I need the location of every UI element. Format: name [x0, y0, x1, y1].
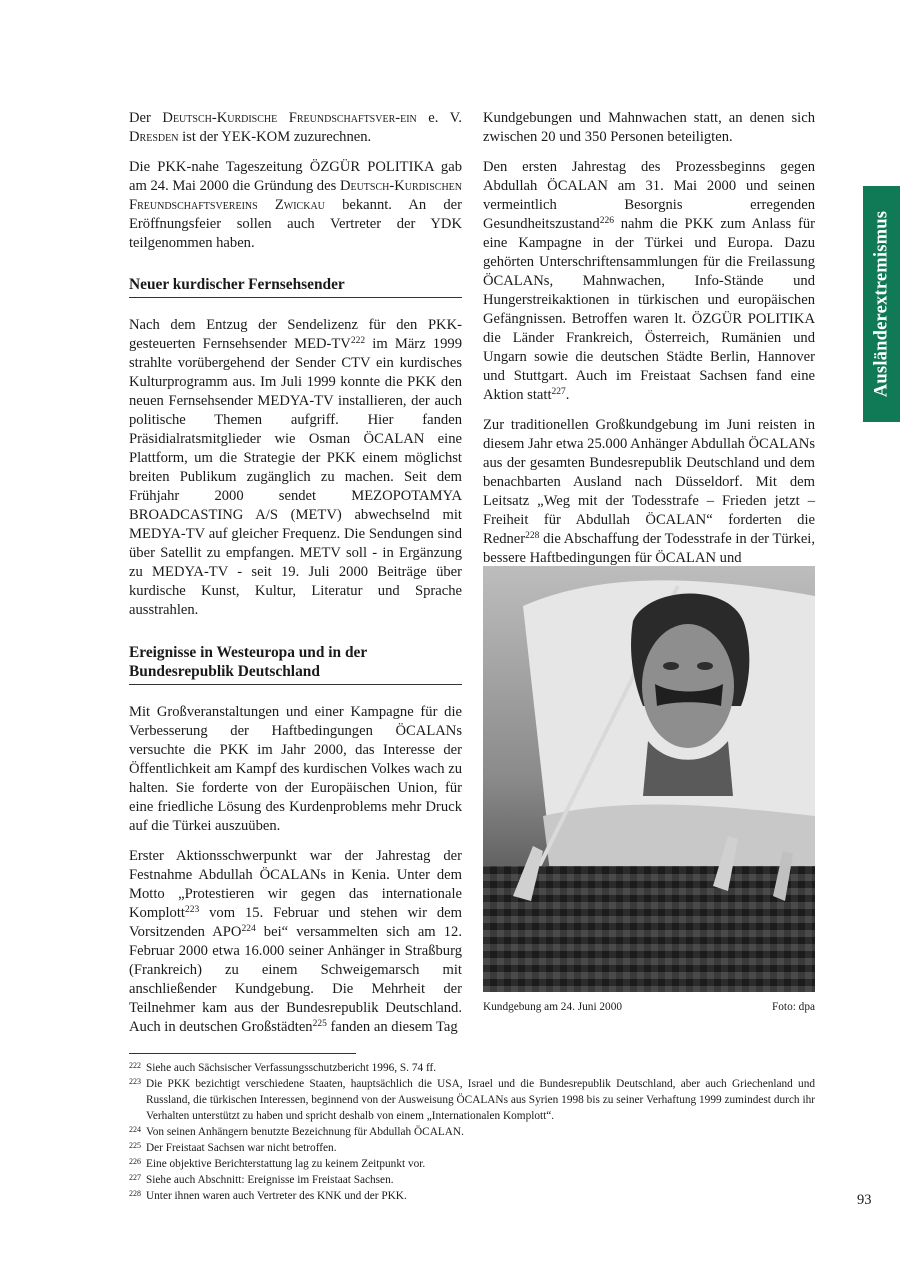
paragraph-grosskundgebung: Zur traditionellen Großkundgebung im Juni reisten in diesem Jahr etwa 25.000 Anhänger Abdullah ÖCALANs aus der gesamten Bundesrepublik Deutschland und dem benachbarten Ausland nach Düsseldorf. Mit dem Leitsatz „Weg mit der Todesstrafe – Frieden jetzt – Freiheit für Abdullah ÖCALAN“ forderten die Redner$^{228}$ die Abschaffung der Todesstrafe in der Türkei, bessere Haftbedingungen für ÖCALAN und [483, 417, 815, 566]
footnote-divider [129, 1053, 356, 1054]
paragraph-aktionsschwerpunkt: Erster Aktionsschwerpunkt war der Jahrestag der Festnahme Abdullah ÖCALANs in Kenia. Unter dem Motto „Protestieren wir gegen das internationale Komplott$^{223}$ vom 15. Februar und stehen wir dem Vorsitzenden APO$^{224}$ bei“ versammelten sich am 12. Februar 2000 etwa 16.000 seiner Anhänger in Straßburg (Frankreich) zu einem Schweigemarsch mit anschließender Kundgebung. Die Mehrheit der Teilnehmer kam aus der Bundesrepublik Deutschland. Auch in deutschen Großstädten$^{225}$ fanden an diesem Tag [129, 848, 463, 1035]
section-heading-fernsehsender: Neuer kurdischer Fernsehsender [129, 275, 462, 298]
footnote: 224 Von seinen Anhängern benutzte Bezeichnung für Abdullah ÖCALAN. [129, 1125, 464, 1138]
footnote: 222 Siehe auch Sächsischer Verfassungsschutzbericht 1996, S. 74 ff. [129, 1061, 437, 1074]
footnotes [129, 1060, 815, 1204]
photo-credit: Foto: dpa [772, 1001, 815, 1013]
footnote-ref: 226 [599, 216, 614, 226]
footnote: 226 Eine objektive Berichterstattung lag zu keinem Zeitpunkt vor. [129, 1157, 426, 1170]
footnote-ref: 222 [350, 336, 366, 346]
section-side-tab-label: Ausländerextremismus [871, 210, 891, 398]
photo-caption: Kundgebung am 24. Juni 2000 [483, 1001, 623, 1013]
paragraph-yek-kom: Der Deutsch-Kurdische Freundschaftsver-ein e. V. Dresden ist der YEK-KOM zuzurechnen. [129, 110, 462, 145]
footnote-ref: 224 [241, 924, 256, 934]
paragraph-fernsehsender: Nach dem Entzug der Sendelizenz für den PKK-gesteuerten Fernsehsender MED-TV$^{222}$ im März 1999 strahlte vorübergehend der Sender CTV ein kurdisches Kulturprogramm aus. Im Juli 1999 konnte die PKK den neuen Fernsehsender MEDYA-TV installieren, der auch politische Themen aufgriff. Hier fanden Präsidialratsmitglieder wie Osman ÖCALAN eine Plattform, um die Strategie der PKK einem möglichst breiten Publikum zugänglich zu machen. Seit dem Frühjahr 2000 sendet MEZOPOTAMYA BROADCASTING A/S (METV) abwechselnd mit MEDYA-TV auf gleicher Frequenz. Die Sendungen sind über Satellit zu empfangen. METV soll - in Ergänzung zu MEDYA-TV - seit 19. Juli 2000 Beiträge über kurdische Kunst, Kultur, Literatur und Sprache ausstrahlen. [129, 317, 462, 618]
paragraph-oezguer-politika: Die PKK-nahe Tageszeitung ÖZGÜR POLITIKA gab am 24. Mai 2000 die Gründung des Deutsch-Kurdischen Freundschaftsvereins Zwickau bekannt. An der Eröffnungsfeier sollen auch Vertreter der YDK teilgenommen haben. [129, 159, 462, 251]
paragraph-grossveranstaltungen: Mit Großveranstaltungen und einer Kampagne für die Verbesserung der Haftbedingungen ÖCALANs versuchte die PKK im Jahr 2000, das Interesse der Öffentlichkeit am Kampf des kurdischen Volkes wach zu halten. Sie forderte von der Europäischen Union, für eine friedliche Lösung des Kurdenproblems mehr Druck auf die Türkei auszuüben. [129, 704, 462, 834]
footnote: 225 Der Freistaat Sachsen war nicht betroffen. [129, 1141, 337, 1154]
paragraph-kundgebungen: Kundgebungen und Mahnwachen statt, an denen sich zwischen 20 und 350 Personen beteiligten. [483, 110, 815, 145]
paragraph-jahrestag: Den ersten Jahrestag des Prozessbeginns gegen Abdullah ÖCALAN am 31. Mai 2000 und seinen vermeintlich Besorgnis erregenden Gesundheitszustand$^{226}$ nahm die PKK zum Anlass für eine Kampagne in der Türkei und Europa. Dazu gehörten Unterschriftensammlungen für die Freilassung ÖCALANs, Mahnwachen, Info-Stände und Hungerstreikaktionen in türkischen und europäischen Gefängnissen. Betroffen waren lt. ÖZGÜR POLITIKA die Länder Frankreich, Österreich, Rumänien und Ungarn sowie die deutschen Städte Berlin, Hannover und Stuttgart. Auch im Freistaat Sachsen fand eine Aktion statt$^{227}$. [483, 159, 815, 403]
left-column [129, 109, 462, 1048]
footnote-ref: 228 [525, 531, 540, 541]
footnote: 228 Unter ihnen waren auch Vertreter des KNK und der PKK. [129, 1189, 407, 1202]
section-heading-westeuropa: Ereignisse in Westeuropa und in der Bundesrepublik Deutschland [129, 643, 462, 685]
footnote: 227 Siehe auch Abschnitt: Ereignisse im Freistaat Sachsen. [129, 1173, 394, 1186]
footnote-ref: 223 [184, 905, 200, 915]
section-side-tab [863, 186, 900, 422]
rally-photo [483, 566, 815, 992]
right-column [483, 109, 815, 579]
footnote-ref: 225 [312, 1019, 327, 1029]
page-number: 93 [857, 1192, 872, 1208]
footnote: 223 Die PKK bezichtigt verschiedene Staaten, hauptsächlich die USA, Israel und die Bundesrepublik Deutschland, aber auch Griechenland und Russland, die türkischen Interessen, beginnend von der Ausweisung ÖCALANs aus Syrien 1998 bis zu seiner Verhaftung 1999 zumindest durch ihr Verhalten unterstützt zu haben und spricht deshalb von einem „Internationalen Komplott“. [129, 1077, 815, 1122]
footnote-ref: 227 [551, 387, 566, 397]
